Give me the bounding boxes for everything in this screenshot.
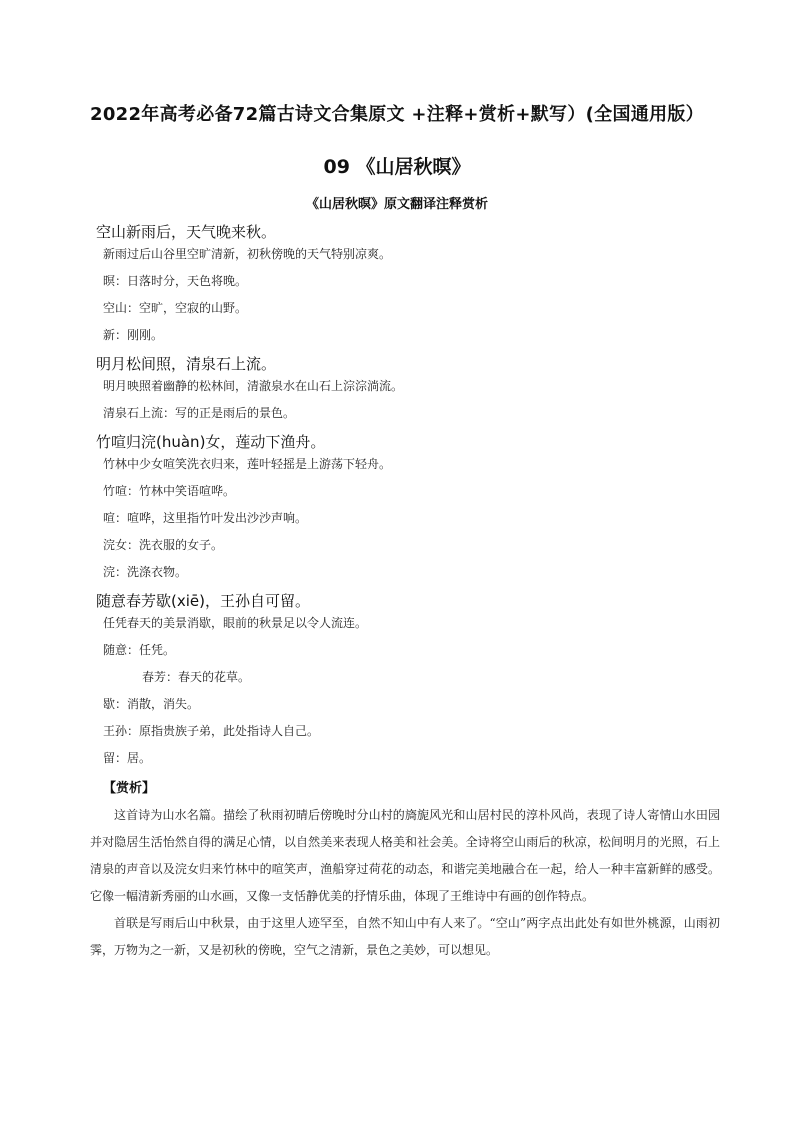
annotation-note: 暝：日落时分，天色将晚。: [103, 274, 248, 288]
annotation-note: 清泉石上流：写的正是雨后的景色。: [103, 406, 296, 420]
annotation-note: 王孙：原指贵族子弟，此处指诗人自己。: [103, 724, 320, 738]
annotation-note: 随意：任凭。: [103, 643, 176, 657]
annotation-note: 歇：消散，消失。: [103, 697, 200, 711]
annotation-note: 空山：空旷，空寂的山野。: [103, 301, 248, 315]
poem-line: 竹喧归浣(huàn)女，莲动下渔舟。: [96, 433, 326, 451]
annotation-note: 喧：喧哗，这里指竹叶发出沙沙声响。: [103, 511, 308, 525]
chapter-title: 09 《山居秋暝》: [323, 156, 471, 178]
poem-line: 明月松间照，清泉石上流。: [96, 355, 277, 373]
analysis-heading: 【赏析】: [103, 781, 156, 796]
poem-line: 随意春芳歇(xiē)，王孙自可留。: [96, 592, 310, 610]
annotation-note: 竹喧：竹林中笑语喧哗。: [103, 484, 236, 498]
document-title: 2022年高考必备72篇古诗文合集原文 +注释+赏析+默写）(全国通用版）: [90, 104, 704, 125]
analysis-paragraph: 首联是写雨后山中秋景，由于这里人迹罕至，自然不知山中有人来了。“空山”两字点出此处有如世外桃源，山雨初霁，万物为之一新，又是初秋的傍晚，空气之清新，景色之美妙，可以想见。: [90, 916, 720, 957]
poem-content: [90, 218, 720, 964]
translation-note: 竹林中少女喧笑洗衣归来，莲叶轻摇是上游荡下轻舟。: [103, 457, 392, 471]
translation-note: 明月映照着幽静的松林间，清澈泉水在山石上淙淙淌流。: [103, 379, 404, 393]
poem-line: 空山新雨后，天气晚来秋。: [96, 223, 277, 241]
annotation-note: 浣：洗涤衣物。: [103, 565, 188, 579]
translation-note: 任凭春天的美景消歇，眼前的秋景足以令人流连。: [103, 616, 368, 630]
annotation-note: 新：刚刚。: [103, 328, 164, 342]
annotation-note: 浣女：洗衣服的女子。: [103, 538, 224, 552]
analysis-paragraph: 这首诗为山水名篇。描绘了秋雨初晴后傍晚时分山村的旖旎风光和山居村民的淳朴风尚，表现了诗人寄情山水田园并对隐居生活怡然自得的满足心情，以自然美来表现人格美和社会美。全诗将空山雨后的秋凉，松间明月的光照，石上清泉的声音以及浣女归来竹林中的喧笑声，渔船穿过荷花的动态，和谐完美地融合在一起，给人一种丰富新鲜的感受。它像一幅清新秀丽的山水画，又像一支恬静优美的抒情乐曲，体现了王维诗中有画的创作特点。: [90, 808, 720, 903]
translation-note: 新雨过后山谷里空旷清新，初秋傍晚的天气特别凉爽。: [103, 247, 392, 261]
section-subtitle: 《山居秋暝》原文翻译注释赏析: [305, 197, 488, 212]
annotation-note: 春芳：春天的花草。: [142, 670, 251, 684]
annotation-note: 留：居。: [103, 751, 152, 765]
